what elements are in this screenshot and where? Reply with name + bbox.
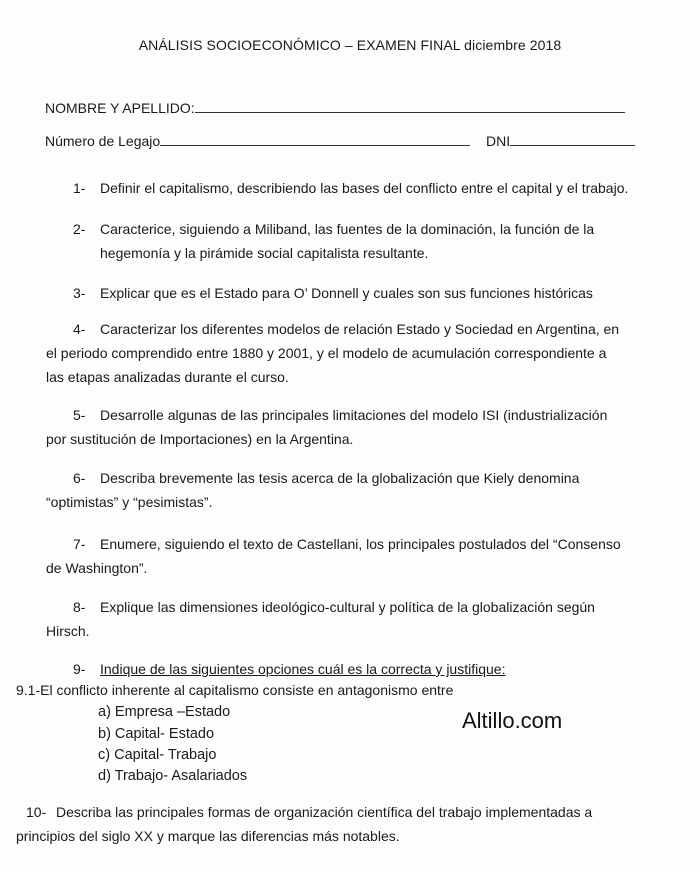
question-10	[16, 800, 593, 848]
option-a: a) Empresa –Estado	[98, 704, 231, 720]
question-number: 4-	[73, 321, 86, 337]
legajo-blank-line	[160, 133, 470, 146]
question-1	[73, 176, 628, 200]
option-d: d) Trabajo- Asalariados	[98, 768, 248, 784]
question-text: Describa las principales formas de organización científica del trabajo implementadas a	[56, 804, 593, 820]
exam-title: ANÁLISIS SOCIOECONÓMICO – EXAMEN FINAL diciembre 2018	[138, 37, 562, 53]
question-number: 8-	[73, 599, 86, 615]
question-text: Caracterice, siguiendo a Miliband, las fuentes de la dominación, la función de la	[100, 221, 595, 237]
option-c: c) Capital- Trabajo	[98, 747, 217, 763]
question-number: 6-	[73, 470, 86, 486]
question-number: 5-	[73, 407, 86, 423]
question-text: “optimistas” y “pesimistas”.	[46, 494, 213, 510]
question-text: por sustitución de Importaciones) en la Argentina.	[46, 431, 354, 447]
question-number: 2-	[73, 221, 86, 237]
question-text: el periodo comprendido entre 1880 y 2001, y el modelo de acumulación correspondiente a	[46, 345, 607, 361]
question-6	[46, 466, 579, 514]
name-label: NOMBRE Y APELLIDO:	[45, 100, 195, 116]
question-8	[46, 595, 595, 643]
legajo-label: Número de Legajo	[45, 133, 161, 149]
question-text: Caracterizar los diferentes modelos de relación Estado y Sociedad en Argentina, en	[100, 321, 620, 337]
question-text: principios del siglo XX y marque las diferencias más notables.	[16, 828, 400, 844]
question-text: Explicar que es el Estado para O’ Donnell y cuales son sus funciones históricas	[100, 285, 593, 301]
question-4	[46, 317, 619, 389]
question-number: 10-	[26, 804, 47, 820]
legajo-field	[45, 133, 635, 149]
question-number: 7-	[73, 536, 86, 552]
question-3	[73, 281, 593, 305]
option-b: b) Capital- Estado	[98, 726, 215, 742]
question-number: 9-	[73, 661, 86, 677]
question-number: 1-	[73, 180, 86, 196]
question-text: de Washington”.	[46, 560, 148, 576]
subquestion-9-1: 9.1-El conflicto inherente al capitalismo consiste en antagonismo entre	[16, 682, 454, 698]
name-field	[45, 100, 625, 116]
watermark: Altillo.com	[462, 708, 563, 733]
question-text: las etapas analizadas durante el curso.	[46, 369, 289, 385]
question-7	[46, 532, 621, 580]
question-text: Definir el capitalismo, describiendo las bases del conflicto entre el capital y el trabajo.	[100, 180, 629, 196]
question-5	[46, 403, 607, 451]
question-text: Indique de las siguientes opciones cuál es la correcta y justifique:	[100, 661, 506, 677]
question-text: Explique las dimensiones ideológico-cultural y política de la globalización según	[100, 599, 595, 615]
question-text: Describa brevemente las tesis acerca de la globalización que Kiely denomina	[100, 470, 580, 486]
dni-label: DNI	[485, 133, 511, 149]
question-2	[73, 217, 594, 265]
question-text: Enumere, siguiendo el texto de Castellani, los principales postulados del “Consenso	[100, 536, 621, 552]
name-blank-line	[195, 100, 625, 113]
dni-blank-line	[510, 133, 635, 146]
question-text: Desarrolle algunas de las principales limitaciones del modelo ISI (industrialización	[100, 407, 608, 423]
question-text: hegemonía y la pirámide social capitalista resultante.	[100, 245, 429, 261]
question-number: 3-	[73, 285, 86, 301]
question-text: Hirsch.	[46, 623, 90, 639]
